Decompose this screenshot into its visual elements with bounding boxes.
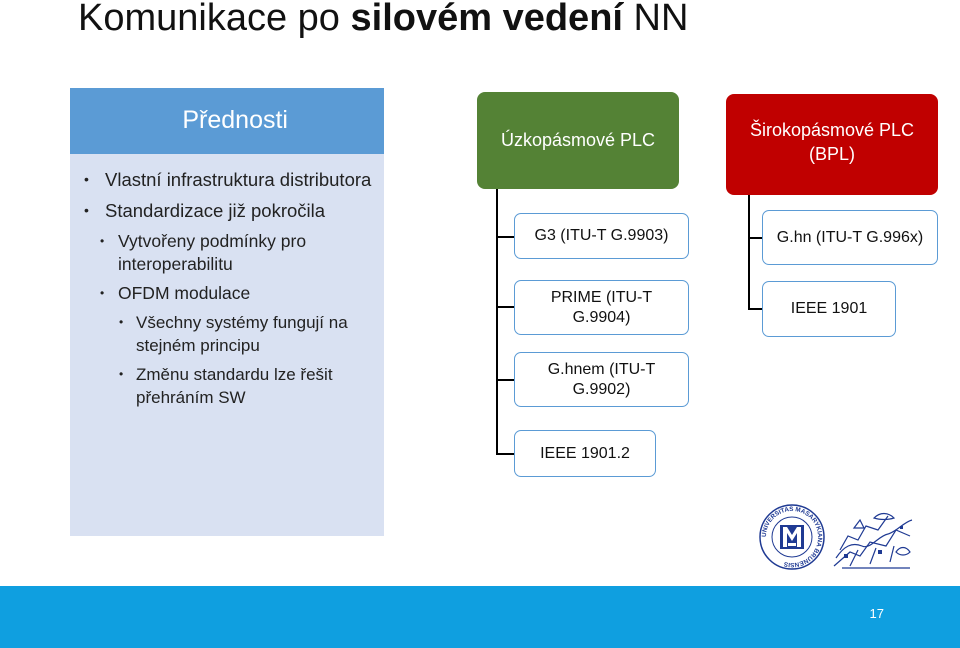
list-item: • Vlastní infrastruktura distributora (84, 169, 372, 190)
connector-line (748, 308, 762, 310)
connector-line (496, 236, 514, 238)
narrowband-heading: Úzkopásmové PLC (500, 130, 656, 150)
footer-bar (0, 586, 960, 648)
broadband-heading: Širokopásmové PLC (BPL) (749, 120, 915, 164)
connector-line (496, 306, 514, 308)
broadband-trunk-line (748, 195, 750, 310)
standard-box-ieee-1901-2: IEEE 1901.2 (514, 430, 656, 477)
connector-line (496, 379, 514, 381)
advantages-panel (70, 88, 384, 536)
faculty-crest-icon (830, 506, 916, 572)
list-item: • Změnu standardu lze řešit přehráním SW (119, 365, 333, 407)
narrowband-header (477, 92, 679, 189)
seal-text: UNIVERSITAS MASARYKIANA BRUNENSIS (760, 505, 824, 569)
list-item: • OFDM modulace (100, 283, 251, 303)
university-seal-icon (758, 503, 826, 571)
standard-box-g3: G3 (ITU-T G.9903) (514, 213, 689, 259)
broadband-header (726, 94, 938, 195)
bullet-icon: • (100, 286, 105, 300)
bullet-icon: • (119, 367, 124, 381)
slide-title (78, 0, 688, 44)
connector-line (496, 453, 514, 455)
bullet-icon: • (100, 234, 105, 248)
bullet-icon: • (84, 202, 89, 218)
list-item: • Vytvořeny podmínky pro interoperabilitu (100, 231, 307, 274)
title-suffix: NN (622, 0, 689, 39)
list-item: • Všechny systémy fungují na stejném principu (119, 313, 348, 355)
page-number: 17 (869, 606, 884, 621)
list-item: • Standardizace již pokročila (84, 200, 326, 221)
title-bold: silovém vedení (350, 0, 623, 39)
standard-box-prime: PRIME (ITU-T G.9904) (514, 280, 689, 335)
advantages-heading: Přednosti (182, 106, 288, 134)
advantages-list (70, 168, 384, 415)
advantages-header (70, 88, 384, 154)
narrowband-trunk-line (496, 189, 498, 454)
bullet-icon: • (84, 171, 89, 187)
title-prefix: Komunikace po (78, 0, 351, 39)
connector-line (748, 237, 762, 239)
standard-box-ghn: G.hn (ITU-T G.996x) (762, 210, 938, 265)
bullet-icon: • (119, 315, 124, 329)
standard-box-ghnem: G.hnem (ITU-T G.9902) (514, 352, 689, 407)
standard-box-ieee-1901: IEEE 1901 (762, 281, 896, 337)
